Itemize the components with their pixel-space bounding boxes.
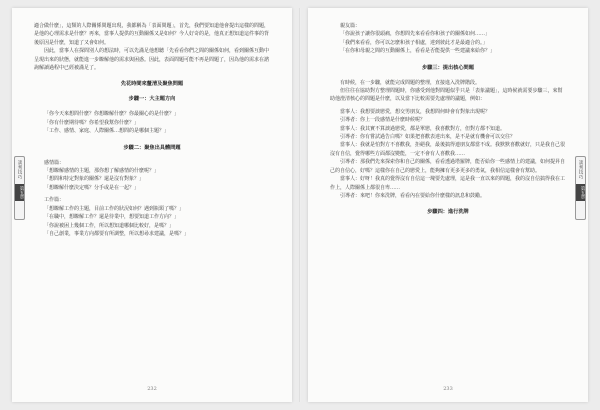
chapter-tab-text: 談判技巧 <box>17 160 23 180</box>
right-page <box>308 8 588 402</box>
step-title: 步驟三：提出核心問題 <box>422 64 474 71</box>
left-page <box>12 8 292 402</box>
book-gutter <box>299 8 301 402</box>
dialog-line: 引導者：來吧！你來洗牌，看看內在要給你什麼樣的訊息和鼓勵。 <box>340 192 486 199</box>
page-number: 232 <box>147 386 157 392</box>
quote-line: 「在你和母親之間的互動關係上，看看是否能提供一些建議來給你？」 <box>340 48 496 55</box>
quote-line: 「自己創業，事業方向都要有所調整，所以想尋求建議，是嗎？」 <box>44 230 190 237</box>
quote-line: 「想問和特定對象的關係？還是沒有對象？」 <box>44 176 145 183</box>
dialog-line: 引導者：那我們先來探索你和自己的關係，看看透過塔羅牌，能否給你一些感情上的建議，如何提昇自己的自信心，好嗎？這樣你在自己的戀愛上，能夠擁有更多更多的勇氣，我相信這樣會有幫助。 <box>330 159 566 174</box>
quote-line: 「你今天來想問什麼？你想瞭解什麼？你最關心的是什麼？」 <box>44 111 180 118</box>
dialog-line: 引導者：你有嘗試過告白嗎？如果把喜歡表達出來，是不是就有機會可以交往？ <box>340 134 516 141</box>
paragraph: 有時候，在一步驟，就能完成問題的整理，直接進入洗牌階段。 <box>340 79 481 86</box>
quote-line: 「想瞭解什麼決定嗎？分手或是在一起？」 <box>44 184 140 191</box>
chapter-tab-text: 談判技巧 <box>578 160 584 180</box>
dialog-line: 當事人：我就是怕對方不喜歡我，拒絕我，最後搞得連朋友都當不成。我默默喜歡就好，只是我自己很沒有自信，覺得哪些方面都沒變能，一定不會有人喜歡我…… <box>330 142 566 157</box>
quote-line: 「我們來看看，你可以怎麼和孩子相處，達到彼此才是最適合的。」 <box>340 39 488 46</box>
step-title: 步驟一：大主題方向 <box>128 96 176 103</box>
chapter-tab-label: 第五章 <box>576 184 585 201</box>
chapter-tab <box>14 156 25 220</box>
step-title: 步驟二：聚焦出具體問題 <box>123 144 181 151</box>
quote-line: 「工作、感情、家庭、人際關係…想問的是哪個主題？」 <box>44 128 170 135</box>
quote-line: 「想瞭解感情的主題，那你想了解感情的什麼呢？」 <box>44 168 160 175</box>
dialog-line: 當事人：好呀！我真的覺得沒有自信這一塊要先處理，這是我一直以來的問題，我的沒自信搞得我在工作上，人際關係上都很自卑…… <box>330 176 566 191</box>
dialog-line: 引導者：你上一段感情是什麼時候呢？ <box>340 117 426 124</box>
page-number: 233 <box>443 386 453 392</box>
section-heading: 先花時間來釐清及聚焦問題 <box>120 81 184 88</box>
quote-line: 「你說被困上幾個工作，所以想知道哪個比較好，是嗎？」 <box>44 222 175 229</box>
category-label: 工作篇： <box>44 197 65 204</box>
chapter-tab-label: 第五章 <box>15 184 24 201</box>
step-title: 步驟四：進行洗牌 <box>427 209 469 216</box>
paragraph: 因此，當事人在探問別人的想法時，可以先滿足他想聽「先看看你們之間的關係如何，看到關係互動中呈現出來的狀態，就能進一步瞭解他的需求與困惑。因此，表面問題可能不再是問題了，因為他的需求在諮詢解讀過程中已經被滿足了。 <box>34 48 270 72</box>
category-label: 親友篇： <box>340 23 361 29</box>
dialog-line: 當事人：我想要談戀愛，想交男朋友，我想問何時會有對象出現呢？ <box>340 108 491 115</box>
category-label: 感情篇： <box>44 159 65 166</box>
chapter-tab <box>575 156 586 220</box>
left-page-content <box>34 22 270 238</box>
right-page-content <box>330 22 566 223</box>
paragraph: 適合做什麼」，這類的人際關係問題出現，我都稱為「表面問題」，首先，我們要知道他會提出這樣的問題，是他的心理需求是什麼？再來，當事人提供的互動關係又是如何？今人好奇的是，他真正想知道這件事的背後原因是什麼，知道了又會如何。 <box>34 23 270 46</box>
quote-line: 「你有什麼期待嗎？你希望我幫你什麼？」 <box>44 119 140 126</box>
quote-line: 「想瞭解工作的主題，目前工作的狀況如何？遇到瓶頸了嗎？」 <box>44 205 185 212</box>
quote-line: 「在職中，想瞭解工作？還是待業中，想要知道工作方向？」 <box>44 214 180 221</box>
paragraph: 但往往在協助對方整理問題時，你感受到他對問題似乎只是「表象議題」，這時候就需要步驟三，來幫助他澄清核心的問題是什麼，以及當下比較需要先處理的議題，例如： <box>330 88 563 103</box>
dialog-line: 當事人：我其實不算談過戀愛，都是單戀，我喜歡對方，但對方都不知道。 <box>340 125 506 132</box>
quote-line: 「你說孩子讓你很頭痛，你想問先來看看你和孩子的關係如何……」 <box>340 31 491 38</box>
